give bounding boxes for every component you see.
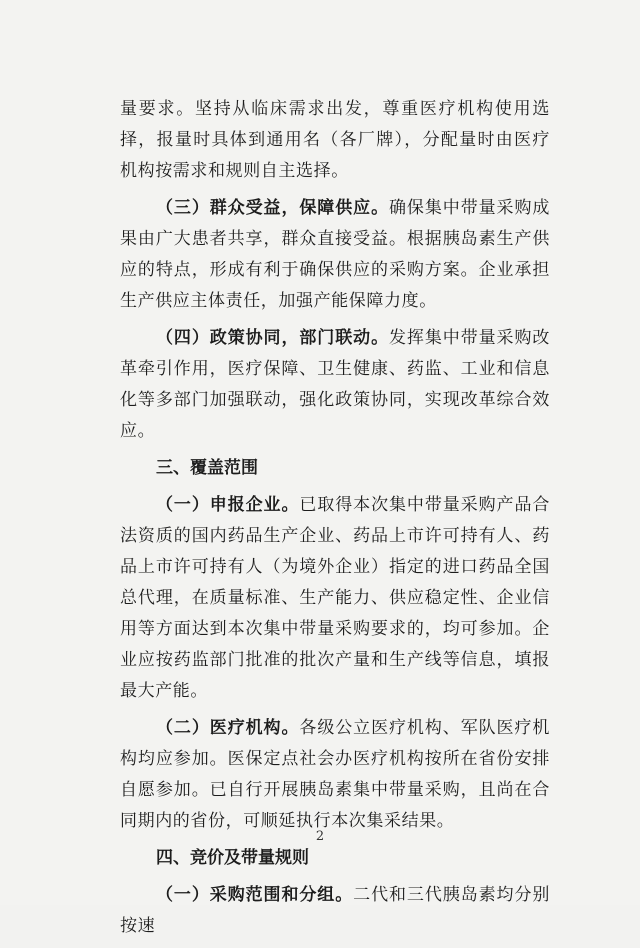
paragraph-4-body: 已取得本次集中带量采购产品合法资质的国内药品生产企业、药品上市许可持有人、药品上市许可持有人（为境外企业）指定的进口药品全国总代理，在质量标准、生产能力、供应稳定性、企业信用等方面达到本次集中带量采购要求的，均可参加。企业应按药监部门批准的批次产量和生产线等信息，填报最大产能。 (120, 495, 550, 701)
paragraph-3 (120, 323, 550, 447)
page-number: 2 (315, 829, 325, 844)
paragraph-6 (120, 880, 550, 942)
paragraph-5-lead: （二）医疗机构。 (156, 718, 300, 738)
paragraph-2-lead: （三）群众受益，保障供应。 (156, 198, 389, 218)
paragraph-4 (120, 490, 550, 707)
paragraph-1-text: 量要求。坚持从临床需求出发，尊重医疗机构使用选择，报量时具体到通用名（各厂牌），分配量时由医疗机构按需求和规则自主选择。 (120, 99, 550, 181)
paragraph-6-body: 二代和三代胰岛素均分别按速 (120, 885, 550, 936)
paragraph-3-body: 发挥集中带量采购改革牵引作用，医疗保障、卫生健康、药监、工业和信息化等多部门加强联动，强化政策协同，实现改革综合效应。 (120, 328, 550, 441)
paragraph-1 (120, 94, 550, 187)
paragraph-2-body: 确保集中带量采购成果由广大患者共享，群众直接受益。根据胰岛素生产供应的特点，形成有利于确保供应的采购方案。企业承担生产供应主体责任，加强产能保障力度。 (120, 198, 550, 311)
paragraph-4-lead: （一）申报企业。 (156, 495, 300, 515)
paragraph-5 (120, 713, 550, 837)
section-heading-3: 三、覆盖范围 (156, 458, 258, 478)
paragraph-6-lead: （一）采购范围和分组。 (156, 885, 354, 905)
paragraph-3-lead: （四）政策协同，部门联动。 (156, 328, 389, 348)
paragraph-2 (120, 193, 550, 317)
document-body (120, 94, 550, 948)
section-heading-4: 四、竞价及带量规则 (156, 848, 309, 868)
paragraph-5-body: 各级公立医疗机构、军队医疗机构均应参加。医保定点社会办医疗机构按所在省份安排自愿参加。已自行开展胰岛素集中带量采购，且尚在合同期内的省份，可顺延执行本次集采结果。 (120, 718, 550, 831)
